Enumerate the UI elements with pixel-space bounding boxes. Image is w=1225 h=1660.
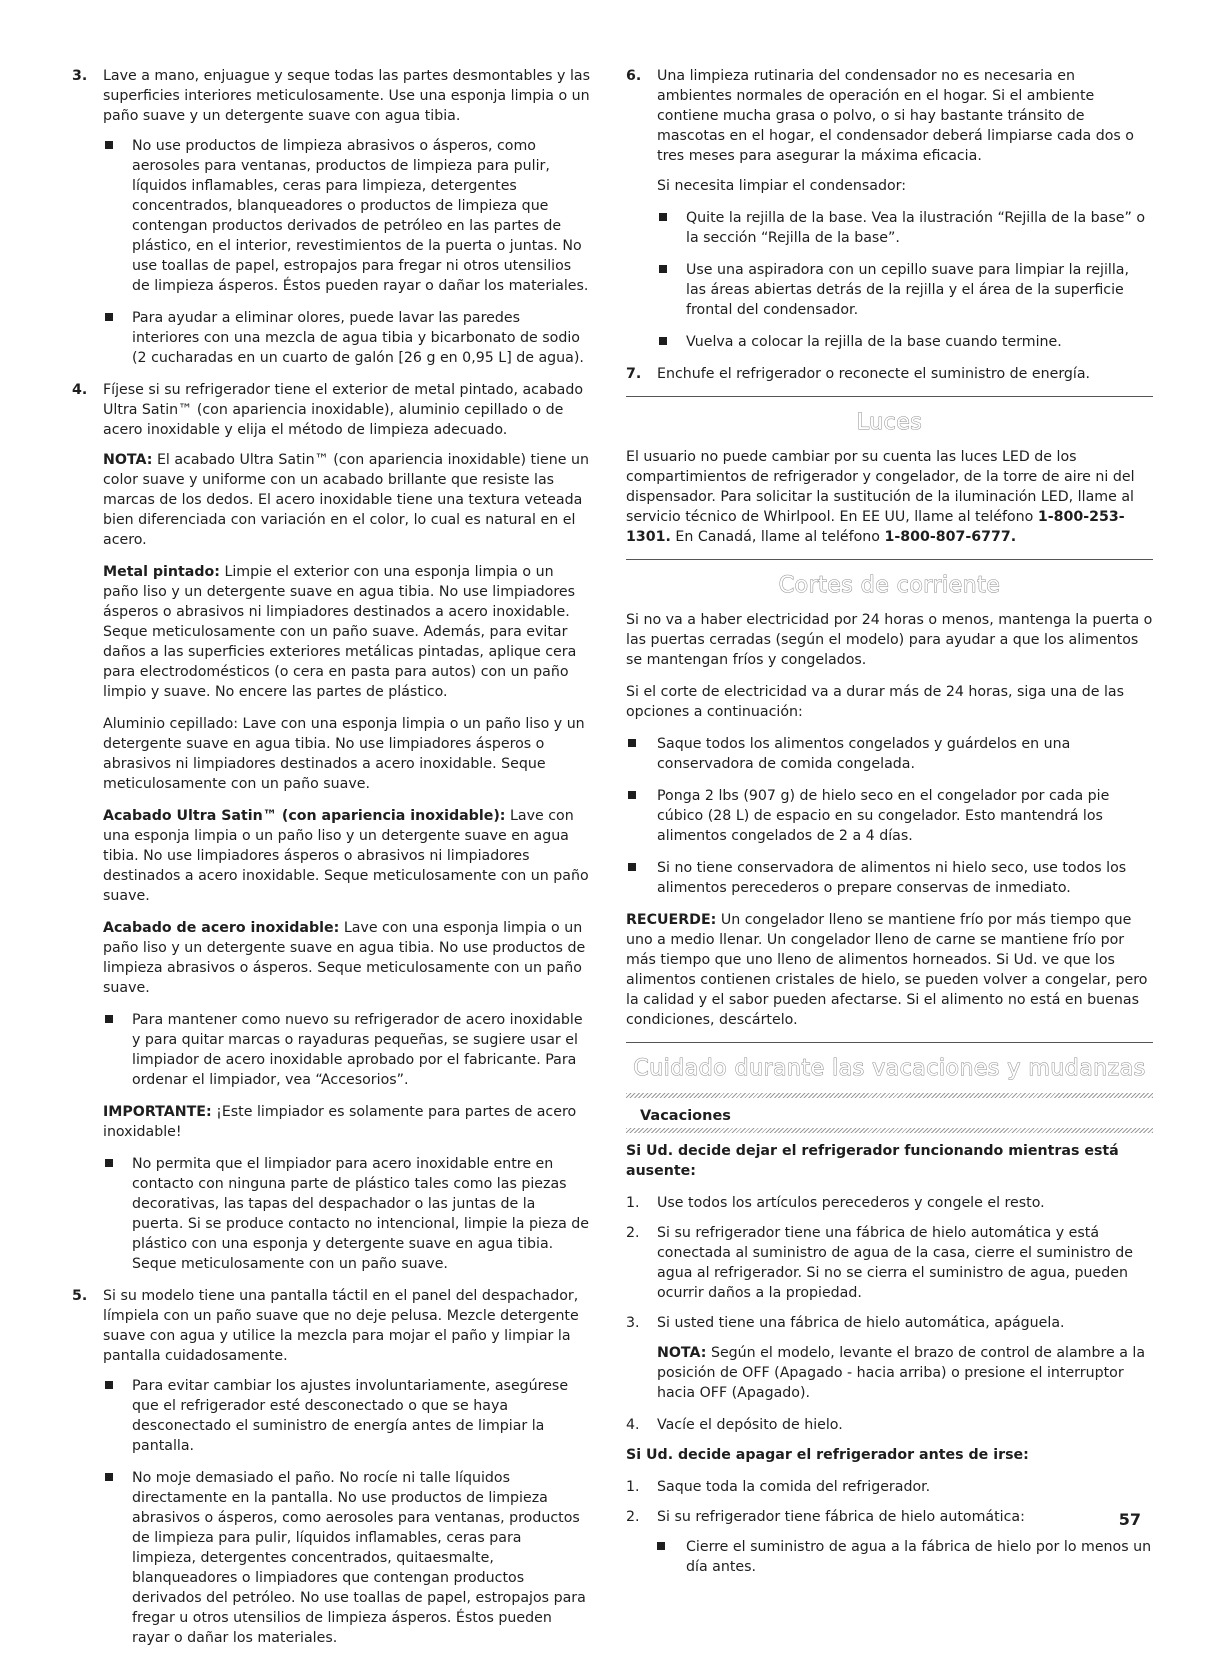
hatch-divider xyxy=(626,1128,1153,1133)
ultra-satin-paragraph: Acabado Ultra Satin™ (con apariencia inoxidable): Lave con una esponja limpia o un paño liso y un detergente suave en agua tibia. No use limpiadores ásperos o abrasivos ni limpiadores destinados a acero inoxidable. Seque meticulosamente con un paño suave. xyxy=(103,808,589,904)
hatch-divider xyxy=(626,1093,1153,1098)
condenser-intro: Si necesita limpiar el condensador: xyxy=(657,178,907,194)
step-7 xyxy=(626,364,1153,384)
bullet-item: No permita que el limpiador para acero inoxidable entre en contacto con ninguna parte de plástico tales como las piezas decorativas, las tapas del despachador o las juntas de la puerta. Si se produce contacto no intencional, limpie la pieza de plástico con una esponja y detergente suave en agua tibia. Seque meticulosamente con un paño suave. xyxy=(72,1154,590,1274)
section-title-luces: Luces xyxy=(856,410,923,435)
stainless-steel-paragraph: Acabado de acero inoxidable: Lave con una esponja limpia o un paño liso y un detergente suave en agua tibia. No use productos de limpieza abrasivos o ásperos. Seque meticulosamente con un paño suave. xyxy=(103,920,586,996)
bullet-item: Quite la rejilla de la base. Vea la ilustración “Rejilla de la base” o la sección “Rejilla de la base”. xyxy=(626,208,1153,248)
bullet-item: Para evitar cambiar los ajustes involuntariamente, asegúrese que el refrigerador esté desconectado o que se haya desconectado el suministro de energía antes de limpiar la pantalla. xyxy=(72,1376,590,1456)
bullet-item: Ponga 2 lbs (907 g) de hielo seco en el congelador por cada pie cúbico (28 L) de espacio en su congelador. Esto mantendrá los alimentos congelados de 2 a 4 días. xyxy=(626,786,1153,846)
section-title-cortes: Cortes de corriente xyxy=(778,573,1001,598)
bullet-item: No moje demasiado el paño. No rocíe ni talle líquidos directamente en la pantalla. No use productos de limpieza abrasivos o ásperos, como aerosoles para ventanas, productos de limpieza para pulir, líquidos inflamables, ceras para limpieza, detergentes concentrados, quitaesmalte, blanqueadores o limpiadores que contengan productos derivados del petróleo. No use toallas de papel, estropajos para fregar u otros utensilios de limpieza ásperos. Éstos pueden rayar o dañar los materiales. xyxy=(72,1468,590,1648)
step-text: Enchufe el refrigerador o reconecte el suministro de energía. xyxy=(657,366,1091,382)
painted-metal-paragraph: Metal pintado: Limpie el exterior con una esponja limpia o un paño liso y un detergente suave en agua tibia. No use limpiadores ásperos o abrasivos ni limpiadores destinados a acero inoxidable. Seque meticulosamente con un paño suave. Además, para evitar daños a las superficies exteriores metálicas pintadas, aplique cera para electrodomésticos (o cera en pasta para autos) con un paño limpio y suave. No encere las partes de plástico. xyxy=(103,564,577,700)
step-5 xyxy=(72,1286,590,1366)
bullet-item: No use productos de limpieza abrasivos o ásperos, como aerosoles para ventanas, productos de limpieza para pulir, líquidos inflamables, ceras para limpieza, detergentes concentrados, blanqueadores o productos de limpieza que contengan productos derivados de petróleo en las partes de plástico, en el interior, revestimientos de la puerta o juntas. No use toallas de papel, estropajos para fregar ni otros utensilios de limpieza ásperos. Éstos pueden rayar o dañar los materiales. xyxy=(72,136,590,296)
vacation-step: 3. Si usted tiene una fábrica de hielo automática, apáguela. xyxy=(626,1315,1065,1331)
bullet-item: Vuelva a colocar la rejilla de la base cuando termine. xyxy=(626,332,1153,352)
step-number: 3. xyxy=(72,68,88,84)
vacation-heading: Si Ud. decide dejar el refrigerador funcionando mientras está ausente: xyxy=(626,1143,1119,1179)
bullet-item: Para mantener como nuevo su refrigerador de acero inoxidable y para quitar marcas o rayaduras pequeñas, se sugiere usar el limpiador de acero inoxidable aprobado por el fabricante. Para ordenar el limpiador, vea “Accesorios”. xyxy=(72,1010,590,1090)
vacation-step: 2. Si su refrigerador tiene fábrica de hielo automática: xyxy=(626,1509,1025,1525)
bullet-item: Si no tiene conservadora de alimentos ni hielo seco, use todos los alimentos perecederos o prepare conservas de inmediato. xyxy=(626,858,1153,898)
section-divider xyxy=(626,559,1153,560)
bullet-item: Saque todos los alimentos congelados y guárdelos en una conservadora de comida congelada. xyxy=(626,734,1153,774)
step-text: Fíjese si su refrigerador tiene el exterior de metal pintado, acabado Ultra Satin™ (con apariencia inoxidable), aluminio cepillado o de acero inoxidable y elija el método de limpieza adecuado. xyxy=(103,382,584,438)
section-title-cuidado: Cuidado durante las vacaciones y mudanzas xyxy=(633,1056,1146,1081)
vacation-step: 2. Si su refrigerador tiene una fábrica de hielo automática y está conectada al suministro de agua de la casa, cierre el suministro de agua al refrigerador. Si no se cierra el suministro de agua, pueden ocurrir daños a la propiedad. xyxy=(626,1225,1133,1301)
luces-paragraph: El usuario no puede cambiar por su cuenta las luces LED de los compartimientos de refrigerador y congelador, de la torre de aire ni del dispensador. Para solicitar la sustitución de la iluminación LED, llame al servicio técnico de Whirlpool. En EE UU, llame al teléfono 1-800-253-1301. En Canadá, llame al teléfono 1-800-807-6777. xyxy=(626,449,1135,545)
cortes-paragraph: Si el corte de electricidad va a durar más de 24 horas, siga una de las opciones a continuación: xyxy=(626,684,1124,720)
brushed-aluminum-paragraph: Aluminio cepillado: Lave con una esponja limpia o un paño liso y un detergente suave en agua tibia. No use limpiadores ásperos o abrasivos ni limpiadores destinados a acero inoxidable. Seque meticulosamente con un paño suave. xyxy=(103,716,585,792)
important-paragraph: IMPORTANTE: ¡Este limpiador es solamente para partes de acero inoxidable! xyxy=(103,1104,577,1140)
vacation-note: NOTA: Según el modelo, levante el brazo de control de alambre a la posición de OFF (Apagado - hacia arriba) o presione el interruptor hacia OFF (Apagado). xyxy=(657,1345,1146,1401)
note-paragraph: NOTA: El acabado Ultra Satin™ (con apariencia inoxidable) tiene un color suave y uniforme con un acabado brillante que resiste las marcas de los dedos. El acero inoxidable tiene una textura veteada bien diferenciada con variación en el color, lo cual es natural en el acero. xyxy=(103,452,590,548)
cortes-paragraph: Si no va a haber electricidad por 24 horas o menos, mantenga la puerta o las puertas cerradas (según el modelo) para ayudar a que los alimentos se mantengan fríos y congelados. xyxy=(626,612,1153,668)
step-number: 7. xyxy=(626,366,642,382)
vacation-step: 1. Use todos los artículos perecederos y congele el resto. xyxy=(626,1195,1045,1211)
right-column xyxy=(626,66,1153,1589)
bullet-item: Para ayudar a eliminar olores, puede lavar las paredes interiores con una mezcla de agua tibia y bicarbonato de sodio (2 cucharadas en un cuarto de galón [26 g en 0,95 L] de agua). xyxy=(72,308,590,368)
section-divider xyxy=(626,396,1153,397)
step-number: 5. xyxy=(72,1288,88,1304)
step-text: Lave a mano, enjuague y seque todas las partes desmontables y las superficies interiores meticulosamente. Use una esponja limpia o un paño suave y un detergente suave con agua tibia. xyxy=(103,68,590,124)
bullet-item: Cierre el suministro de agua a la fábrica de hielo por lo menos un día antes. xyxy=(626,1537,1153,1577)
left-column xyxy=(72,66,590,1660)
vacation-step: 1. Saque toda la comida del refrigerador. xyxy=(626,1479,931,1495)
step-4 xyxy=(72,380,590,440)
vacation-step: 4. Vacíe el depósito de hielo. xyxy=(626,1417,843,1433)
step-number: 4. xyxy=(72,382,88,398)
step-number: 6. xyxy=(626,68,642,84)
section-divider xyxy=(626,1042,1153,1043)
step-3 xyxy=(72,66,590,126)
step-6 xyxy=(626,66,1153,166)
page-number: 57 xyxy=(1118,1510,1141,1529)
recuerde-paragraph: RECUERDE: Un congelador lleno se mantiene frío por más tiempo que uno a medio llenar. Un congelador lleno de carne se mantiene frío por más tiempo que uno lleno de alimentos horneados. Si Ud. ve que los alimentos contienen cristales de hielo, se pueden volver a congelar, pero la calidad y el sabor pueden afectarse. Si el alimento no está en buenas condiciones, descártelo. xyxy=(626,912,1148,1028)
subsection-title-vacaciones: Vacaciones xyxy=(640,1108,731,1124)
vacation-heading: Si Ud. decide apagar el refrigerador antes de irse: xyxy=(626,1447,1029,1463)
bullet-item: Use una aspiradora con un cepillo suave para limpiar la rejilla, las áreas abiertas detrás de la rejilla y el área de la superficie frontal del condensador. xyxy=(626,260,1153,320)
step-text: Una limpieza rutinaria del condensador no es necesaria en ambientes normales de operación en el hogar. Si el ambiente contiene mucha grasa o polvo, o si hay bastante tránsito de mascotas en el hogar, el condensador deberá limpiarse cada dos o tres meses para asegurar la máxima eficacia. xyxy=(657,68,1134,164)
step-text: Si su modelo tiene una pantalla táctil en el panel del despachador, límpiela con un paño suave que no deje pelusa. Mezcle detergente suave con agua y utilice la mezcla para mojar el paño y limpiar la pantalla cuidadosamente. xyxy=(103,1288,579,1364)
